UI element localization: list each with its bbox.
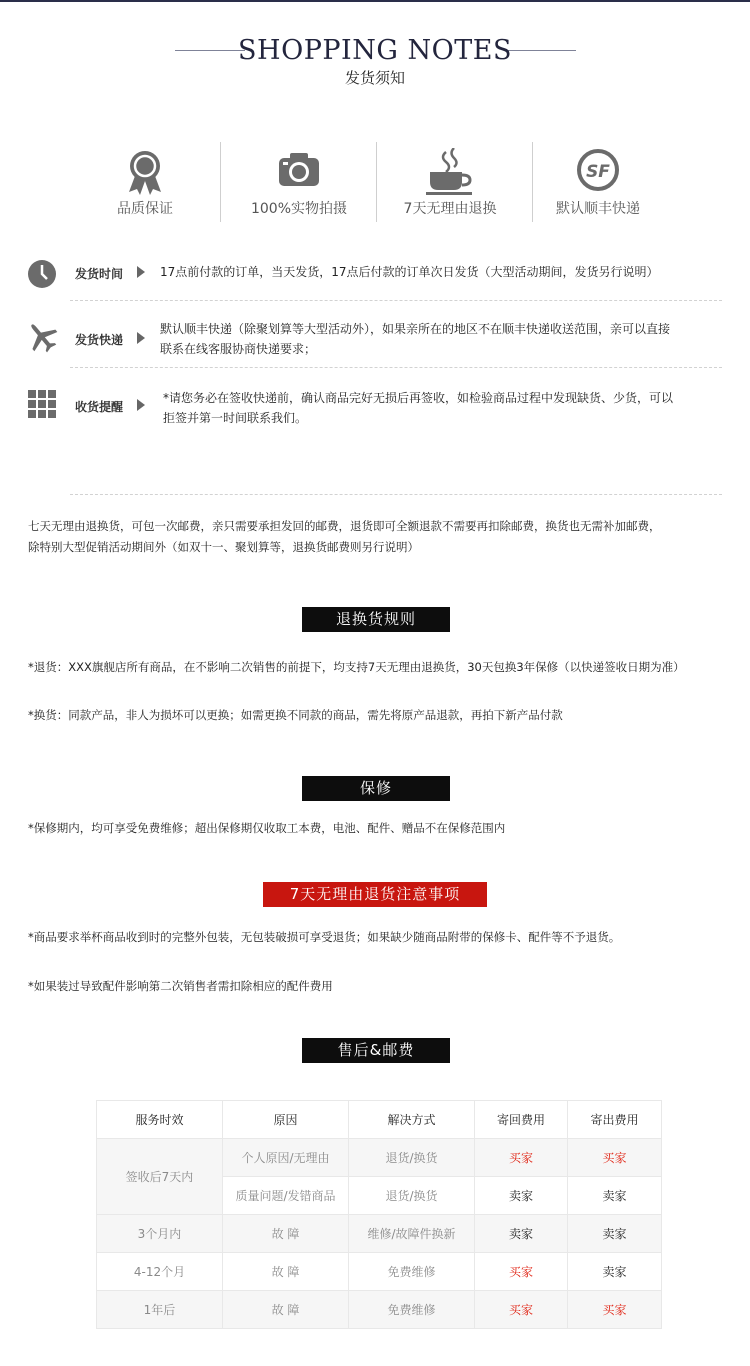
feature-sf <box>528 138 668 228</box>
rule-item: *退货：XXX旗舰店所有商品，在不影响二次销售的前提下，均支持7天无理由退换货，30天包换3年保修（以快递签收日期为准） <box>28 660 685 674</box>
table-cell-send-fee: 买家 <box>568 1291 662 1329</box>
table-row <box>97 1139 662 1177</box>
rule-item: *换货：同款产品，非人为损坏可以更换；如需更换不同款的商品，需先将原产品退款，再拍下新产品付款 <box>28 708 563 722</box>
camera-icon <box>275 148 323 192</box>
table-cell-period: 4-12个月 <box>97 1253 223 1291</box>
table-header: 寄出费用 <box>568 1101 662 1139</box>
table-header: 原因 <box>223 1101 349 1139</box>
feature-label: 100%实物拍摄 <box>250 201 348 217</box>
chevron-right-icon <box>137 399 145 411</box>
feature-quality <box>75 138 215 228</box>
table-header: 寄回费用 <box>475 1101 568 1139</box>
page-title: SHOPPING NOTES <box>238 35 512 66</box>
dashed-divider <box>70 367 722 368</box>
table-cell-return-fee: 卖家 <box>475 1215 568 1253</box>
feature-return <box>380 138 520 228</box>
page-subtitle: 发货须知 <box>344 69 405 87</box>
seven-day-item: *商品要求举杯商品收到时的完整外包装，无包装破损可享受退货；如果缺少随商品附带的保修卡、配件等不予退货。 <box>28 930 621 944</box>
table-header: 服务时效 <box>97 1101 223 1139</box>
divider <box>220 142 221 222</box>
table-header-row <box>97 1101 662 1139</box>
info-text: 17点前付款的订单，当天发货，17点后付款的订单次日发货（大型活动期间，发货另行说明） <box>160 265 659 279</box>
info-text: *请您务必在签收快递前，确认商品完好无损后再签收，如检验商品过程中发现缺货、少货，可以 拒签并第一时间联系我们。 <box>163 391 674 425</box>
table-cell-period: 3个月内 <box>97 1215 223 1253</box>
table-cell-period: 签收后7天内 <box>97 1139 223 1215</box>
table-cell-period: 1年后 <box>97 1291 223 1329</box>
table-cell-solution: 维修/故障件换新 <box>349 1215 475 1253</box>
sf-express-logo-icon <box>576 148 620 196</box>
table-cell-send-fee: 卖家 <box>568 1215 662 1253</box>
table-cell-return-fee: 买家 <box>475 1291 568 1329</box>
return-policy-note: 七天无理由退换货，可包一次邮费，亲只需要承担发回的邮费，退货即可全额退款不需要再扣除邮费，换货也无需补加邮费， 除特别大型促销活动期间外（如双十一、聚划算等，退换货邮费则另行说明） <box>28 519 661 554</box>
table-cell-return-fee: 买家 <box>475 1139 568 1177</box>
table-header: 解决方式 <box>349 1101 475 1139</box>
section-title-warranty: 保修 <box>302 776 450 801</box>
feature-label: 7天无理由退换 <box>403 201 497 217</box>
table-row <box>97 1253 662 1291</box>
table-cell-reason: 质量问题/发错商品 <box>223 1177 349 1215</box>
seven-day-item: *如果装过导致配件影响第二次销售者需扣除相应的配件费用 <box>28 979 333 993</box>
table-cell-solution: 退货/换货 <box>349 1177 475 1215</box>
table-cell-send-fee: 卖家 <box>568 1253 662 1291</box>
chevron-right-icon <box>137 332 145 344</box>
top-border <box>0 0 750 2</box>
table-cell-solution: 退货/换货 <box>349 1139 475 1177</box>
table-cell-send-fee: 买家 <box>568 1139 662 1177</box>
dashed-divider <box>70 494 722 495</box>
table-cell-return-fee: 买家 <box>475 1253 568 1291</box>
coffee-cup-icon <box>424 148 476 200</box>
info-text: 默认顺丰快递（除聚划算等大型活动外），如果亲所在的地区不在顺丰快递收送范围，亲可以直接 联系在线客服协商快递要求； <box>160 322 671 356</box>
aftersale-table <box>96 1100 662 1329</box>
section-title-rules: 退换货规则 <box>302 607 450 632</box>
table-row <box>97 1291 662 1329</box>
table-cell-solution: 免费维修 <box>349 1291 475 1329</box>
grid-icon <box>28 390 56 422</box>
airplane-icon <box>25 320 59 358</box>
table-cell-reason: 故 障 <box>223 1291 349 1329</box>
info-label: 发货快递 <box>75 333 124 347</box>
feature-photo <box>229 138 369 228</box>
award-ribbon-icon <box>125 148 165 200</box>
section-title-seven-day: 7天无理由退货注意事项 <box>263 882 487 907</box>
section-title-aftersale: 售后&邮费 <box>302 1038 450 1063</box>
table-cell-reason: 故 障 <box>223 1253 349 1291</box>
dashed-divider <box>70 300 722 301</box>
feature-label: 默认顺丰快递 <box>556 201 640 217</box>
info-label: 发货时间 <box>75 267 124 281</box>
chevron-right-icon <box>137 266 145 278</box>
table-cell-send-fee: 卖家 <box>568 1177 662 1215</box>
table-cell-return-fee: 卖家 <box>475 1177 568 1215</box>
feature-label: 品质保证 <box>117 201 173 217</box>
table-cell-solution: 免费维修 <box>349 1253 475 1291</box>
table-row <box>97 1215 662 1253</box>
table-cell-reason: 个人原因/无理由 <box>223 1139 349 1177</box>
warranty-item: *保修期内，均可享受免费维修；超出保修期仅收取工本费，电池、配件、赠品不在保修范围内 <box>28 821 506 835</box>
divider <box>376 142 377 222</box>
info-label: 收货提醒 <box>75 400 124 414</box>
clock-icon <box>27 259 57 293</box>
table-cell-reason: 故 障 <box>223 1215 349 1253</box>
svg-text:SF: SF <box>586 162 610 182</box>
